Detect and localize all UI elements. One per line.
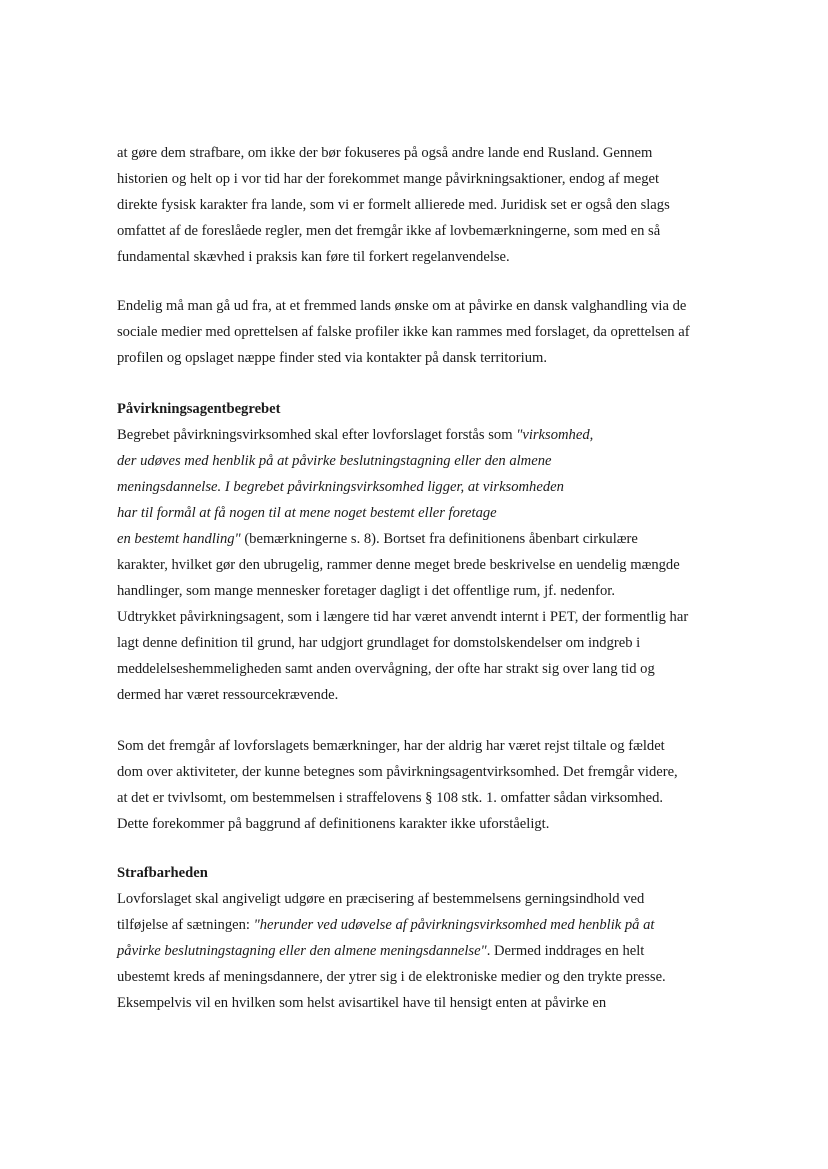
section-heading-pavirkningsagentbegrebet: Påvirkningsagentbegrebet xyxy=(117,401,281,417)
paragraph-3-line-3: at det er tvivlsomt, om bestemmelsen i straffelovens § 108 stk. 1. omfatter sådan virksomhed. xyxy=(117,790,664,806)
amendment-quote-end: påvirke beslutningstagning eller den almene meningsdannelse" xyxy=(117,943,487,959)
section-2-line-2 xyxy=(117,916,654,934)
section-2-line-4: ubestemt kreds af meningsdannere, der ytrer sig i de elektroniske medier og den trykte presse. xyxy=(117,969,666,985)
section-1-line-3: meningsdannelse. I begrebet påvirkningsvirksomhed ligger, at virksomheden xyxy=(117,479,564,495)
section-2-line-3 xyxy=(117,942,644,960)
section-1-line-6: karakter, hvilket gør den ubrugelig, rammer denne meget brede beskrivelse en uendelig mængde xyxy=(117,557,680,573)
section-1-line-5 xyxy=(117,530,638,548)
definition-quote-start: "virksomhed, xyxy=(516,427,594,443)
paragraph-2-line-3: profilen og opslaget næppe finder sted via kontakter på dansk territorium. xyxy=(117,350,547,366)
definition-quote-end: en bestemt handling" xyxy=(117,531,241,547)
paragraph-3-line-2: dom over aktiviteter, der kunne betegnes som påvirkningsagentvirksomhed. Det fremgår videre, xyxy=(117,764,678,780)
section-1-line-1-text: Begrebet påvirkningsvirksomhed skal efter lovforslaget forstås som xyxy=(117,427,517,443)
section-1-line-11: dermed har været ressourcekrævende. xyxy=(117,687,339,703)
section-1-line-10: meddelelseshemmeligheden samt anden overvågning, der ofte har strakt sig over lang tid og xyxy=(117,661,655,677)
paragraph-2-line-1: Endelig må man gå ud fra, at et fremmed lands ønske om at påvirke en dansk valghandling via de xyxy=(117,298,687,314)
section-1-line-4: har til formål at få nogen til at mene noget bestemt eller foretage xyxy=(117,505,497,521)
section-1-line-9: lagt denne definition til grund, har udgjort grundlaget for domstolskendelser om indgreb i xyxy=(117,635,641,651)
paragraph-1-line-1: at gøre dem strafbare, om ikke der bør fokuseres på også andre lande end Rusland. Gennem xyxy=(117,145,653,161)
section-1-line-5-text: (bemærkningerne s. 8). Bortset fra definitionens åbenbart cirkulære xyxy=(240,531,638,547)
amendment-quote-start: "herunder ved udøvelse af påvirkningsvirksomhed med henblik på at xyxy=(253,917,655,933)
paragraph-1-line-4: omfattet af de foreslåede regler, men det fremgår ikke af lovbemærkningerne, som med en så xyxy=(117,223,661,239)
section-2-line-3-text: . Dermed inddrages en helt xyxy=(486,943,645,959)
paragraph-1-line-2: historien og helt op i vor tid har der forekommet mange påvirkningsaktioner, endog af meget xyxy=(117,171,660,187)
section-2-line-5: Eksempelvis vil en hvilken som helst avisartikel have til hensigt enten at påvirke en xyxy=(117,995,607,1011)
section-1-line-2: der udøves med henblik på at påvirke beslutningstagning eller den almene xyxy=(117,453,552,469)
paragraph-3-line-1: Som det fremgår af lovforslagets bemærkninger, har der aldrig har været rejst tiltale og fældet xyxy=(117,738,665,754)
section-1-line-8: Udtrykket påvirkningsagent, som i længere tid har været anvendt internt i PET, der formentlig har xyxy=(117,609,689,625)
section-2-line-2-text: tilføjelse af sætningen: xyxy=(117,917,254,933)
paragraph-1-line-5: fundamental skævhed i praksis kan føre til forkert regelanvendelse. xyxy=(117,249,510,265)
section-1-line-1 xyxy=(117,426,593,444)
paragraph-3-line-4: Dette forekommer på baggrund af definitionens karakter ikke uforståeligt. xyxy=(117,816,550,832)
paragraph-2-line-2: sociale medier med oprettelsen af falske profiler ikke kan rammes med forslaget, da oprettelsen af xyxy=(117,324,690,340)
paragraph-1-line-3: direkte fysisk karakter fra lande, som vi er formelt allierede med. Juridisk set er også den slags xyxy=(117,197,670,213)
section-heading-strafbarheden: Strafbarheden xyxy=(117,865,208,881)
section-1-line-7: handlinger, som mange mennesker foretager dagligt i det offentlige rum, jf. nedenfor. xyxy=(117,583,616,599)
section-2-line-1: Lovforslaget skal angiveligt udgøre en præcisering af bestemmelsens gerningsindhold ved xyxy=(117,891,645,907)
